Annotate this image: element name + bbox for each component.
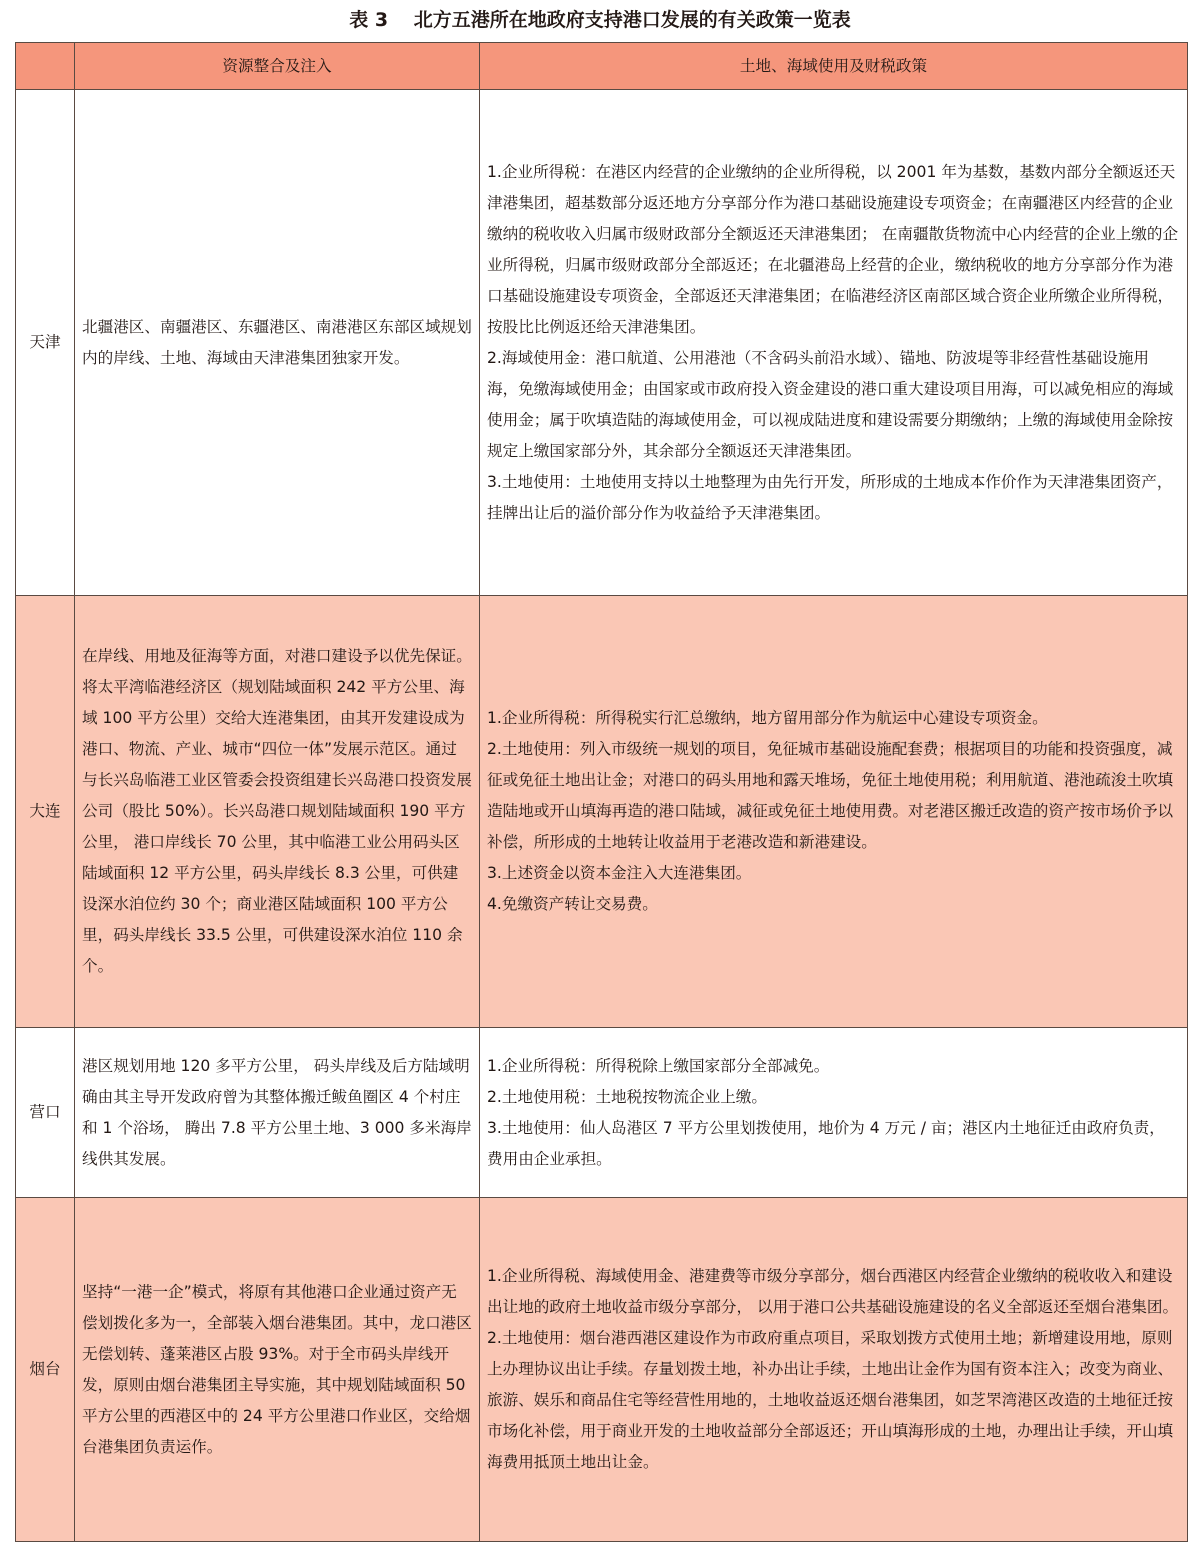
policy-item: 1.企业所得税：所得税实行汇总缴纳，地方留用部分作为航运中心建设专项资金。: [487, 709, 1048, 727]
header-city: [16, 43, 75, 90]
city-cell: 烟台: [16, 1198, 75, 1542]
city-cell: 大连: [16, 596, 75, 1028]
policy-item: 3.土地使用：土地使用支持以土地整理为由先行开发，所形成的土地成本作价作为天津港集团资产，挂牌出让后的溢价部分作为收益给予天津港集团。: [487, 472, 1173, 522]
table-title: 表 3 北方五港所在地政府支持港口发展的有关政策一览表: [349, 9, 851, 31]
table-row: [16, 1028, 1188, 1198]
policies-cell: [480, 1198, 1188, 1542]
policy-item: 1.企业所得税：在港区内经营的企业缴纳的企业所得税，以 2001 年为基数，基数内部分全额返还天津港集团，超基数部分返还地方分享部分作为港口基础设施建设专项资金；在南疆港区内经营的企业缴纳的税收收入归属市级财政部分全额返还天津港集团； 在南疆散货物流中心内经营的企业上缴的企业所得税，归属市级财政部分全部返还；在北疆港岛上经营的企业，缴纳税收的地方分享部分作为港口基础设施建设专项资金，全部返还天津港集团；在临港经济区南部区域合资企业所缴企业所得税，按股比比例返还给天津港集团。: [487, 162, 1179, 336]
policy-item: 4.免缴资产转让交易费。: [487, 895, 658, 913]
resources-cell: 在岸线、用地及征海等方面，对港口建设予以优先保证。将太平湾临港经济区（规划陆域面积 242 平方公里、海域 100 平方公里）交给大连港集团，由其开发建设成为港口、物流、产业、城市“四位一体”发展示范区。通过与长兴岛临港工业区管委会投资组建长兴岛港口投资发展公司（股比 50%）。长兴岛港口规划陆域面积 190 平方公里， 港口岸线长 70 公里，其中临港工业公用码头区陆域面积 12 平方公里，码头岸线长 8.3 公里，可供建设深水泊位约 30 个；商业港区陆域面积 100 平方公里，码头岸线长 33.5 公里，可供建设深水泊位 110 余个。: [75, 596, 480, 1028]
policy-item: 3.上述资金以资本金注入大连港集团。: [487, 864, 752, 882]
header-resources: 资源整合及注入: [75, 43, 480, 90]
policy-table: [15, 42, 1188, 1542]
policy-item: 2.海域使用金：港口航道、公用港池（不含码头前沿水域）、锚地、防波堤等非经营性基础设施用海，免缴海域使用金；由国家或市政府投入资金建设的港口重大建设项目用海，可以减免相应的海域使用金；属于吹填造陆的海域使用金，可以视成陆进度和建设需要分期缴纳；上缴的海域使用金除按规定上缴国家部分外，其余部分全额返还天津港集团。: [487, 348, 1174, 460]
resources-cell: 港区规划用地 120 多平方公里， 码头岸线及后方陆域明确由其主导开发政府曾为其整体搬迁鲅鱼圈区 4 个村庄和 1 个浴场， 腾出 7.8 平方公里土地、3 000 多米海岸线供其发展。: [75, 1028, 480, 1198]
table-row: [16, 1198, 1188, 1542]
resources-cell: 北疆港区、南疆港区、东疆港区、南港港区东部区域规划内的岸线、土地、海域由天津港集团独家开发。: [75, 90, 480, 596]
policies-cell: [480, 90, 1188, 596]
table-row: [16, 90, 1188, 596]
policy-item: 1.企业所得税、海域使用金、港建费等市级分享部分，烟台西港区内经营企业缴纳的税收收入和建设出让地的政府土地收益市级分享部分， 以用于港口公共基础设施建设的名义全部返还至烟台港集团。: [487, 1267, 1179, 1316]
policies-cell: [480, 596, 1188, 1028]
city-cell: 天津: [16, 90, 75, 596]
city-cell: 营口: [16, 1028, 75, 1198]
policy-item: 2.土地使用：烟台港西港区建设作为市政府重点项目，采取划拨方式使用土地；新增建设用地，原则上办理协议出让手续。存量划拨土地，补办出让手续，土地出让金作为国有资本注入；改变为商业、旅游、娱乐和商品住宅等经营性用地的，土地收益返还烟台港集团，如芝罘湾港区改造的土地征迁按市场化补偿，用于商业开发的土地收益部分全部返还；开山填海形成的土地，办理出让手续，开山填海费用抵顶土地出让金。: [487, 1329, 1174, 1471]
policy-item: 2.土地使用：列入市级统一规划的项目，免征城市基础设施配套费；根据项目的功能和投资强度，减征或免征土地出让金；对港口的码头用地和露天堆场，免征土地使用税；利用航道、港池疏浚土吹填造陆地或开山填海再造的港口陆域，减征或免征土地使用费。对老港区搬迁改造的资产按市场价予以补偿，所形成的土地转让收益用于老港改造和新港建设。: [487, 740, 1174, 851]
policy-item: 2.土地使用税：土地税按物流企业上缴。: [487, 1087, 767, 1106]
table-row: [16, 596, 1188, 1028]
header-row: [16, 43, 1188, 90]
resources-cell: 坚持“一港一企”模式，将原有其他港口企业通过资产无偿划拨化多为一，全部装入烟台港集团。其中，龙口港区无偿划转、蓬莱港区占股 93%。对于全市码头岸线开发，原则由烟台港集团主导实施，其中规划陆域面积 50 平方公里的西港区中的 24 平方公里港口作业区，交给烟台港集团负责运作。: [75, 1198, 480, 1542]
policies-cell: [480, 1028, 1188, 1198]
header-policies: 土地、海域使用及财税政策: [480, 43, 1188, 90]
policy-item: 3.土地使用：仙人岛港区 7 平方公里划拨使用，地价为 4 万元 / 亩；港区内土地征迁由政府负责，费用由企业承担。: [487, 1118, 1165, 1168]
policy-item: 1.企业所得税：所得税除上缴国家部分全部减免。: [487, 1056, 830, 1075]
